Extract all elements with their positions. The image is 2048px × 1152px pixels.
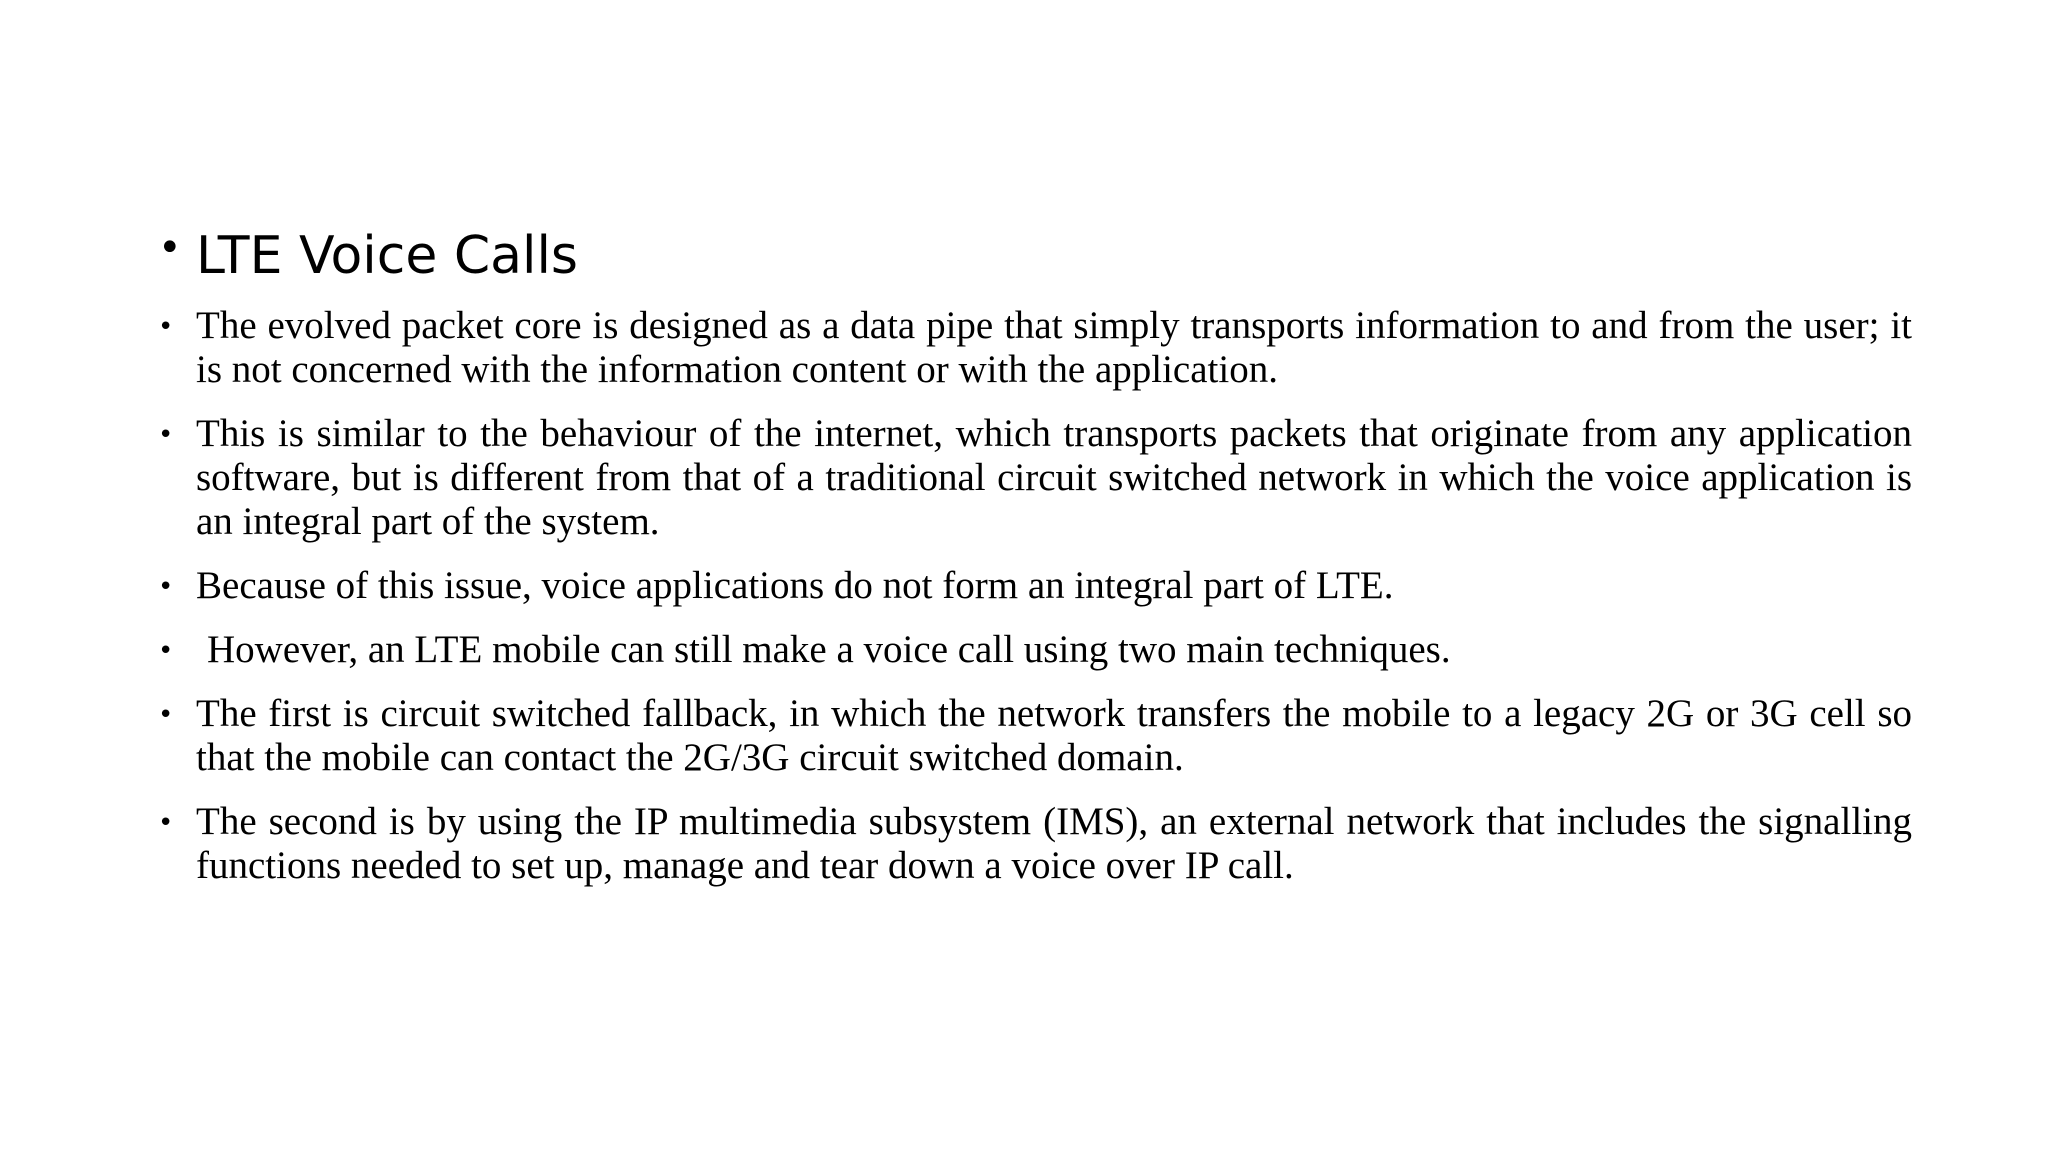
bullet-item [152,800,1912,888]
slide-body [152,216,1912,888]
bullet-icon: • [158,636,174,666]
bullet-icon: • [158,225,182,271]
bullet-item [152,564,1912,608]
bullet-icon: • [158,572,174,602]
bullet-text: The second is by using the IP multimedia subsystem (IMS), an external network that includes the signalling functions needed to set up, manage and tear down a voice over IP call. [196,800,1912,887]
bullet-text: Because of this issue, voice applications do not form an integral part of LTE. [196,564,1394,607]
bullet-text: However, an LTE mobile can still make a voice call using two main techniques. [207,628,1451,671]
bullet-item [152,692,1912,780]
bullet-icon: • [158,700,174,730]
bullet-item [152,304,1912,392]
bullet-text: This is similar to the behaviour of the internet, which transports packets that originate from any application software, but is different from that of a traditional circuit switched network in which the voice application is an integral part of the system. [196,412,1912,543]
bullet-item [152,628,1912,672]
bullet-text: The first is circuit switched fallback, in which the network transfers the mobile to a legacy 2G or 3G cell so that the mobile can contact the 2G/3G circuit switched domain. [196,692,1912,779]
bullet-item [152,412,1912,544]
slide-title: LTE Voice Calls [196,226,579,286]
slide-title-row [152,216,1912,296]
bullet-text: The evolved packet core is designed as a data pipe that simply transports information to and from the user; it is not concerned with the information content or with the application. [196,304,1912,391]
bullet-icon: • [158,312,174,342]
bullet-icon: • [158,808,174,838]
bullet-icon: • [158,420,174,450]
